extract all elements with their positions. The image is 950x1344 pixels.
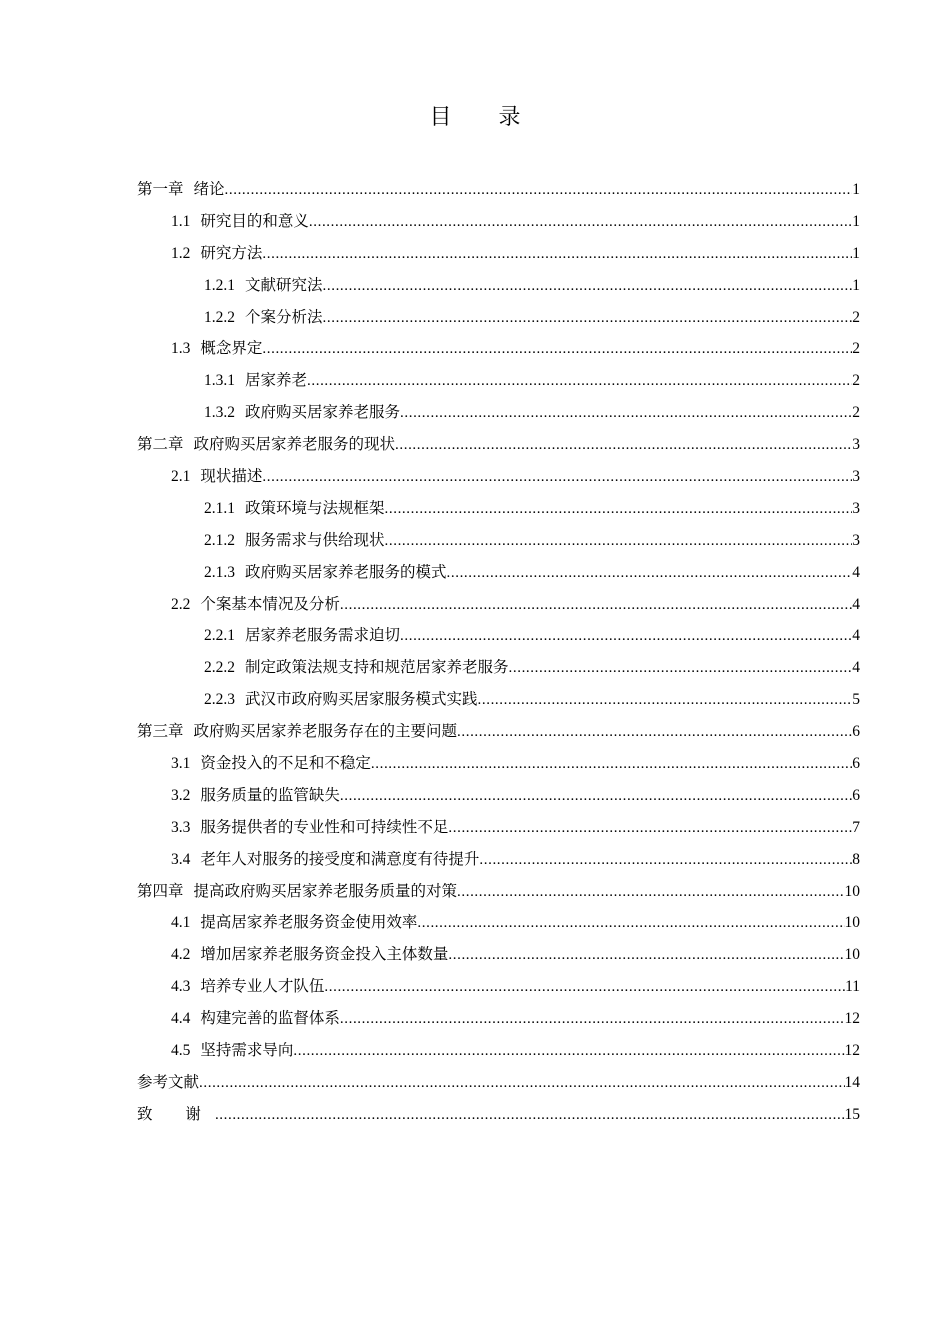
toc-entry-number: 4.5 — [171, 1042, 191, 1060]
toc-dot-leader — [371, 749, 852, 780]
toc-page-number: 12 — [844, 1042, 860, 1060]
toc-dot-leader — [262, 239, 852, 270]
toc-entry[interactable] — [137, 589, 860, 621]
toc-entry[interactable] — [137, 238, 860, 270]
toc-entry-number: 3.2 — [171, 786, 191, 804]
toc-entry-title: 政府购买居家养老服务 — [245, 403, 401, 422]
toc-page-number: 2 — [852, 340, 860, 358]
toc-entry[interactable] — [137, 907, 860, 939]
toc-dot-leader — [448, 813, 852, 844]
toc-entry-title: 研究方法 — [200, 243, 263, 262]
toc-entry-title: 培养专业人才队伍 — [200, 977, 325, 996]
toc-entry-number: 3.3 — [171, 818, 191, 836]
toc-entry[interactable] — [137, 1003, 860, 1035]
toc-page-number: 1 — [852, 181, 860, 198]
toc-entry-title: 政府购买居家养老服务的模式 — [245, 562, 447, 581]
toc-page-number: 5 — [852, 691, 860, 709]
toc-dot-leader — [478, 685, 853, 716]
toc-dot-leader — [340, 590, 852, 621]
toc-page-number: 3 — [852, 436, 860, 454]
toc-page-number: 1 — [852, 276, 860, 294]
toc-entry[interactable] — [137, 876, 860, 908]
page-title: 目 录 — [429, 105, 541, 130]
toc-entry-title: 研究目的和意义 — [200, 211, 309, 230]
toc-entry[interactable] — [137, 174, 860, 206]
toc-page-number: 6 — [852, 755, 860, 773]
toc-page-number: 8 — [852, 850, 860, 868]
toc-entry[interactable] — [137, 716, 860, 748]
toc-dot-leader — [309, 207, 852, 238]
toc-page-number: 1 — [852, 212, 860, 230]
toc-entry-title: 居家养老 — [245, 371, 308, 390]
toc-entry-number: 2.1.2 — [204, 531, 235, 549]
toc-dot-leader — [293, 1036, 844, 1067]
toc-page-number: 12 — [844, 1010, 860, 1028]
toc-dot-leader — [215, 1100, 845, 1131]
toc-dot-leader — [385, 494, 853, 525]
toc-entry[interactable] — [137, 620, 860, 652]
toc-dot-leader — [323, 271, 853, 302]
toc-entry[interactable] — [137, 971, 860, 1003]
toc-dot-leader — [479, 845, 852, 876]
toc-dot-leader — [262, 462, 852, 493]
toc-entry[interactable] — [137, 429, 860, 461]
toc-dot-leader — [340, 1004, 845, 1035]
toc-entry-title: 资金投入的不足和不稳定 — [200, 754, 371, 773]
toc-entry-title: 服务质量的监管缺失 — [200, 785, 340, 804]
toc-entry[interactable] — [137, 1067, 860, 1099]
toc-entry-number: 1.2.2 — [204, 308, 235, 326]
toc-entry-title: 个案基本情况及分析 — [200, 594, 340, 613]
toc-page-number: 2 — [852, 404, 860, 422]
toc-entry-number: 1.2 — [171, 244, 191, 262]
toc-entry-title: 现状描述 — [200, 467, 263, 486]
toc-entry-title: 增加居家养老服务资金投入主体数量 — [200, 945, 449, 964]
toc-dot-leader — [262, 334, 852, 365]
table-of-contents — [137, 174, 860, 1131]
toc-entry-title: 个案分析法 — [245, 307, 323, 326]
toc-page-number: 3 — [852, 531, 860, 549]
toc-entry-number: 第二章 — [137, 436, 184, 454]
toc-page-number: 6 — [852, 723, 860, 741]
toc-entry-title: 参考文献 — [137, 1072, 200, 1091]
toc-entry[interactable] — [137, 1099, 860, 1131]
toc-entry[interactable] — [137, 397, 860, 429]
toc-page-number: 10 — [844, 914, 860, 932]
toc-entry-title: 绪论 — [193, 180, 225, 198]
toc-entry-title: 坚持需求导向 — [200, 1041, 294, 1060]
toc-entry[interactable] — [137, 270, 860, 302]
toc-dot-leader — [447, 558, 853, 589]
toc-dot-leader — [385, 526, 853, 557]
toc-entry-number: 3.1 — [171, 755, 191, 773]
toc-entry[interactable] — [137, 939, 860, 971]
toc-page-number: 2 — [852, 308, 860, 326]
toc-dot-leader — [323, 303, 853, 334]
toc-entry-title: 政府购买居家养老服务存在的主要问题 — [193, 722, 458, 741]
toc-entry-number: 2.1 — [171, 468, 191, 486]
toc-page-number: 14 — [844, 1073, 860, 1091]
toc-dot-leader — [307, 366, 852, 397]
toc-entry-number: 2.2 — [171, 595, 191, 613]
toc-dot-leader — [457, 877, 844, 908]
toc-dot-leader — [457, 717, 852, 748]
toc-entry-number: 2.2.2 — [204, 659, 235, 677]
toc-page-number: 10 — [844, 882, 860, 900]
toc-entry-title: 政策环境与法规框架 — [245, 498, 385, 517]
toc-entry-number: 1.2.1 — [204, 276, 235, 294]
toc-entry[interactable] — [137, 525, 860, 557]
toc-dot-leader — [400, 621, 852, 652]
toc-page-number: 4 — [852, 563, 860, 581]
toc-entry-title: 提高居家养老服务资金使用效率 — [200, 913, 418, 932]
toc-dot-leader — [340, 781, 852, 812]
toc-entry-number: 1.3.1 — [204, 372, 235, 390]
toc-entry[interactable] — [137, 206, 860, 238]
toc-dot-leader — [448, 940, 844, 971]
toc-page-number: 7 — [852, 818, 860, 836]
toc-entry[interactable] — [137, 844, 860, 876]
toc-entry-title: 服务提供者的专业性和可持续性不足 — [200, 817, 449, 836]
toc-entry-title: 提高政府购买居家养老服务质量的对策 — [193, 881, 458, 900]
toc-page-number: 3 — [852, 499, 860, 517]
toc-entry-number: 第一章 — [137, 181, 184, 198]
toc-entry[interactable] — [137, 652, 860, 684]
toc-entry-title: 致 谢 — [137, 1104, 215, 1123]
toc-entry-title: 制定政策法规支持和规范居家养老服务 — [245, 658, 509, 677]
toc-entry-title: 文献研究法 — [245, 275, 323, 294]
toc-entry[interactable] — [137, 557, 860, 589]
toc-entry[interactable] — [137, 1035, 860, 1067]
toc-entry-number: 3.4 — [171, 850, 191, 868]
toc-entry-number: 第四章 — [137, 882, 184, 900]
toc-dot-leader — [509, 653, 853, 684]
toc-page-number: 10 — [844, 946, 860, 964]
toc-entry-title: 政府购买居家养老服务的现状 — [193, 435, 396, 454]
toc-entry[interactable] — [137, 748, 860, 780]
toc-entry[interactable] — [137, 780, 860, 812]
toc-entry-number: 2.2.3 — [204, 691, 235, 709]
toc-entry[interactable] — [137, 461, 860, 493]
toc-entry-number: 2.1.3 — [204, 563, 235, 581]
toc-page-number: 11 — [845, 978, 860, 996]
toc-dot-leader — [199, 1068, 844, 1099]
toc-page-number: 15 — [844, 1105, 860, 1123]
toc-entry-number: 4.2 — [171, 946, 191, 964]
toc-entry-number: 4.1 — [171, 914, 191, 932]
toc-page-number: 2 — [852, 372, 860, 390]
toc-entry[interactable] — [137, 684, 860, 716]
toc-page-number: 4 — [852, 595, 860, 613]
toc-entry-title: 构建完善的监督体系 — [200, 1009, 340, 1028]
toc-entry-number: 第三章 — [137, 723, 184, 741]
toc-entry-number: 4.3 — [171, 978, 191, 996]
toc-page-number: 6 — [852, 786, 860, 804]
toc-entry[interactable] — [137, 365, 860, 397]
toc-entry[interactable] — [137, 493, 860, 525]
toc-entry-title: 概念界定 — [200, 339, 263, 358]
toc-dot-leader — [395, 430, 852, 461]
toc-entry-number: 2.1.1 — [204, 499, 235, 517]
toc-entry-number: 1.3.2 — [204, 404, 235, 422]
toc-entry[interactable] — [137, 812, 860, 844]
toc-page-number: 4 — [852, 659, 860, 677]
toc-entry-title: 服务需求与供给现状 — [245, 530, 385, 549]
toc-page-number: 4 — [852, 627, 860, 645]
toc-entry-title: 居家养老服务需求迫切 — [245, 626, 401, 645]
toc-dot-leader — [400, 398, 852, 429]
toc-entry-number: 2.2.1 — [204, 627, 235, 645]
toc-entry-title: 武汉市政府购买居家服务模式实践 — [245, 690, 478, 709]
toc-entry[interactable] — [137, 302, 860, 334]
toc-entry-number: 1.3 — [171, 340, 191, 358]
toc-entry-number: 1.1 — [171, 212, 191, 230]
toc-dot-leader — [324, 972, 845, 1003]
toc-entry-title: 老年人对服务的接受度和满意度有待提升 — [200, 849, 480, 868]
toc-dot-leader — [417, 908, 844, 939]
toc-dot-leader — [225, 175, 853, 206]
toc-page-number: 1 — [852, 244, 860, 262]
toc-entry[interactable] — [137, 333, 860, 365]
toc-page-number: 3 — [852, 468, 860, 486]
toc-entry-number: 4.4 — [171, 1010, 191, 1028]
